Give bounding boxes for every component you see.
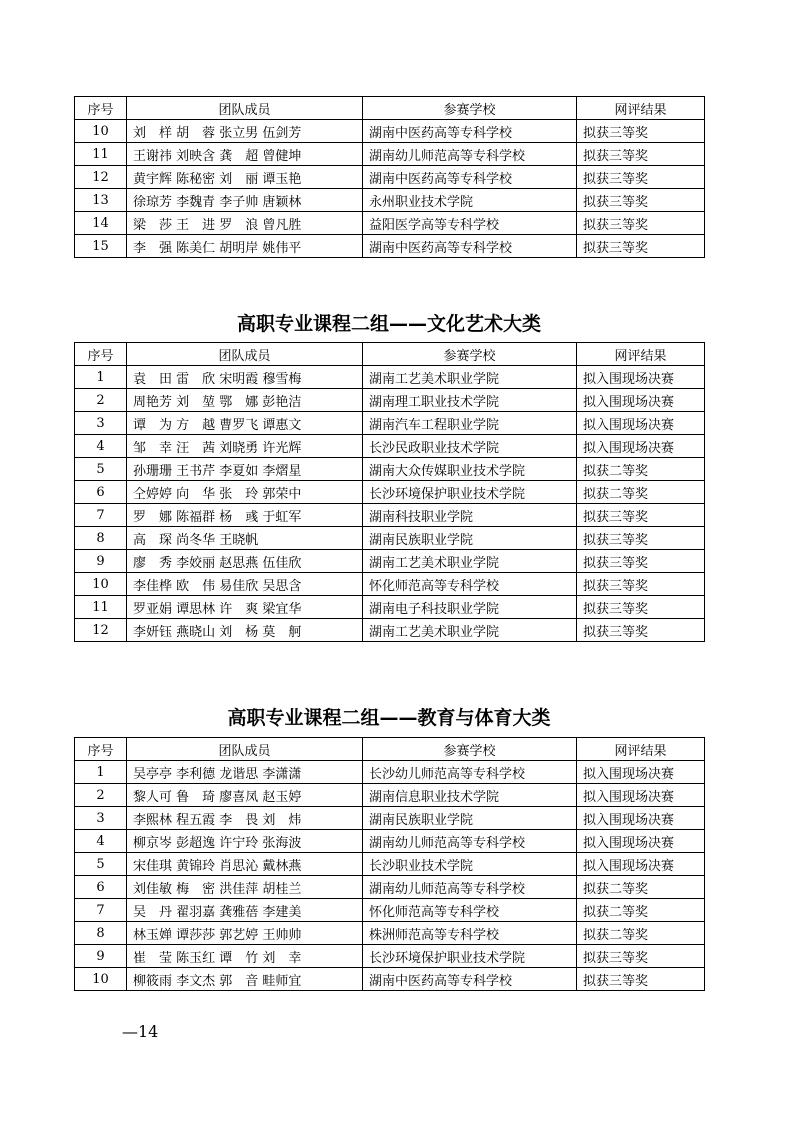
table-row bbox=[75, 830, 705, 853]
table-body bbox=[75, 120, 705, 258]
school-name: 湖南幼儿师范高等专科学校 bbox=[363, 830, 577, 853]
team-members: 柳筱雨 李文杰 郭 音 畦师宜 bbox=[127, 968, 363, 991]
review-result: 拟获三等奖 bbox=[577, 504, 705, 527]
team-members: 黎人可 鲁 琦 廖喜凤 赵玉婷 bbox=[127, 784, 363, 807]
review-result: 拟获三等奖 bbox=[577, 945, 705, 968]
review-result: 拟获三等奖 bbox=[577, 120, 705, 143]
review-result: 拟入围现场决赛 bbox=[577, 412, 705, 435]
team-members: 袁 田 雷 欣 宋明霞 穆雪梅 bbox=[127, 366, 363, 389]
team-members: 仝婷婷 向 华 张 玲 郭荣中 bbox=[127, 481, 363, 504]
table-row bbox=[75, 968, 705, 991]
table-row bbox=[75, 504, 705, 527]
table-row bbox=[75, 945, 705, 968]
section-title-culture-art: 高职专业课程二组——文化艺术大类 bbox=[236, 313, 541, 335]
row-number: 2 bbox=[75, 389, 127, 412]
school-name: 湖南中医药高等专科学校 bbox=[363, 968, 577, 991]
table-header-row bbox=[75, 343, 705, 366]
header-result: 网评结果 bbox=[577, 738, 705, 761]
header-no: 序号 bbox=[75, 738, 127, 761]
row-number: 14 bbox=[75, 212, 127, 235]
row-number: 1 bbox=[75, 761, 127, 784]
team-members: 李 强 陈美仁 胡明岸 姚伟平 bbox=[127, 235, 363, 258]
table-row bbox=[75, 143, 705, 166]
row-number: 12 bbox=[75, 166, 127, 189]
review-result: 拟获二等奖 bbox=[577, 458, 705, 481]
review-result: 拟入围现场决赛 bbox=[577, 761, 705, 784]
school-name: 株洲师范高等专科学校 bbox=[363, 922, 577, 945]
row-number: 1 bbox=[75, 366, 127, 389]
page-number: —14 bbox=[122, 1022, 159, 1041]
table-row bbox=[75, 573, 705, 596]
row-number: 7 bbox=[75, 899, 127, 922]
school-name: 湖南工艺美术职业学院 bbox=[363, 550, 577, 573]
team-members: 罗 娜 陈福群 杨 彧 于虹军 bbox=[127, 504, 363, 527]
header-school: 参赛学校 bbox=[363, 343, 577, 366]
row-number: 10 bbox=[75, 573, 127, 596]
review-result: 拟获三等奖 bbox=[577, 212, 705, 235]
team-members: 高 琛 尚冬华 王晓帆 bbox=[127, 527, 363, 550]
table-row bbox=[75, 596, 705, 619]
table-row bbox=[75, 527, 705, 550]
review-result: 拟入围现场决赛 bbox=[577, 389, 705, 412]
table-row bbox=[75, 761, 705, 784]
row-number: 4 bbox=[75, 830, 127, 853]
team-members: 罗亚娟 谭思林 许 爽 梁宜华 bbox=[127, 596, 363, 619]
award-table-culture-art bbox=[74, 342, 705, 642]
row-number: 6 bbox=[75, 481, 127, 504]
table-row bbox=[75, 235, 705, 258]
review-result: 拟获三等奖 bbox=[577, 968, 705, 991]
table-row bbox=[75, 366, 705, 389]
review-result: 拟获三等奖 bbox=[577, 550, 705, 573]
table-row bbox=[75, 166, 705, 189]
table-body bbox=[75, 761, 705, 991]
row-number: 5 bbox=[75, 458, 127, 481]
school-name: 湖南大众传媒职业技术学院 bbox=[363, 458, 577, 481]
award-table-education-sports bbox=[74, 737, 705, 991]
review-result: 拟获三等奖 bbox=[577, 527, 705, 550]
table-row bbox=[75, 619, 705, 642]
row-number: 11 bbox=[75, 596, 127, 619]
header-no: 序号 bbox=[75, 97, 127, 120]
review-result: 拟获二等奖 bbox=[577, 922, 705, 945]
row-number: 5 bbox=[75, 853, 127, 876]
row-number: 11 bbox=[75, 143, 127, 166]
review-result: 拟入围现场决赛 bbox=[577, 435, 705, 458]
review-result: 拟入围现场决赛 bbox=[577, 830, 705, 853]
school-name: 益阳医学高等专科学校 bbox=[363, 212, 577, 235]
team-members: 王谢祎 刘映含 龚 超 曾健坤 bbox=[127, 143, 363, 166]
table-row bbox=[75, 784, 705, 807]
school-name: 湖南民族职业学院 bbox=[363, 807, 577, 830]
row-number: 9 bbox=[75, 945, 127, 968]
header-school: 参赛学校 bbox=[363, 97, 577, 120]
table-row bbox=[75, 853, 705, 876]
school-name: 湖南幼儿师范高等专科学校 bbox=[363, 143, 577, 166]
header-result: 网评结果 bbox=[577, 343, 705, 366]
table-row bbox=[75, 481, 705, 504]
table-row bbox=[75, 389, 705, 412]
school-name: 湖南幼儿师范高等专科学校 bbox=[363, 876, 577, 899]
school-name: 湖南信息职业技术学院 bbox=[363, 784, 577, 807]
review-result: 拟获三等奖 bbox=[577, 619, 705, 642]
row-number: 7 bbox=[75, 504, 127, 527]
review-result: 拟获三等奖 bbox=[577, 166, 705, 189]
review-result: 拟获三等奖 bbox=[577, 573, 705, 596]
award-table-continued bbox=[74, 96, 705, 258]
school-name: 湖南中医药高等专科学校 bbox=[363, 166, 577, 189]
team-members: 梁 莎 王 进 罗 浪 曾凡胜 bbox=[127, 212, 363, 235]
row-number: 8 bbox=[75, 527, 127, 550]
team-members: 孙珊珊 王书芹 李夏如 李熠星 bbox=[127, 458, 363, 481]
row-number: 2 bbox=[75, 784, 127, 807]
school-name: 湖南工艺美术职业学院 bbox=[363, 366, 577, 389]
school-name: 怀化师范高等专科学校 bbox=[363, 573, 577, 596]
school-name: 永州职业技术学院 bbox=[363, 189, 577, 212]
team-members: 黄宇辉 陈秘密 刘 丽 谭玉艳 bbox=[127, 166, 363, 189]
team-members: 谭 为 方 越 曹罗飞 谭惠文 bbox=[127, 412, 363, 435]
section-title-education-sports: 高职专业课程二组——教育与体育大类 bbox=[227, 707, 551, 729]
header-members: 团队成员 bbox=[127, 738, 363, 761]
team-members: 宋佳琪 黄锦玲 肖思沁 戴林燕 bbox=[127, 853, 363, 876]
school-name: 湖南汽车工程职业学院 bbox=[363, 412, 577, 435]
header-members: 团队成员 bbox=[127, 97, 363, 120]
row-number: 3 bbox=[75, 412, 127, 435]
header-members: 团队成员 bbox=[127, 343, 363, 366]
table-header-row bbox=[75, 738, 705, 761]
review-result: 拟入围现场决赛 bbox=[577, 853, 705, 876]
review-result: 拟入围现场决赛 bbox=[577, 807, 705, 830]
team-members: 吴 丹 翟羽嘉 龚雅蓓 李建美 bbox=[127, 899, 363, 922]
review-result: 拟获三等奖 bbox=[577, 143, 705, 166]
school-name: 湖南科技职业学院 bbox=[363, 504, 577, 527]
review-result: 拟入围现场决赛 bbox=[577, 366, 705, 389]
header-no: 序号 bbox=[75, 343, 127, 366]
row-number: 8 bbox=[75, 922, 127, 945]
school-name: 长沙民政职业技术学院 bbox=[363, 435, 577, 458]
row-number: 12 bbox=[75, 619, 127, 642]
school-name: 湖南理工职业技术学院 bbox=[363, 389, 577, 412]
team-members: 吴亭亭 李利德 龙谐思 李潇潇 bbox=[127, 761, 363, 784]
school-name: 湖南工艺美术职业学院 bbox=[363, 619, 577, 642]
table-row bbox=[75, 435, 705, 458]
table-header-row bbox=[75, 97, 705, 120]
table-row bbox=[75, 458, 705, 481]
school-name: 长沙环境保护职业技术学院 bbox=[363, 481, 577, 504]
team-members: 邹 幸 汪 茜 刘晓勇 许光辉 bbox=[127, 435, 363, 458]
table-row bbox=[75, 412, 705, 435]
header-result: 网评结果 bbox=[577, 97, 705, 120]
team-members: 崔 莹 陈玉红 谭 竹 刘 幸 bbox=[127, 945, 363, 968]
school-name: 长沙幼儿师范高等专科学校 bbox=[363, 761, 577, 784]
table-row bbox=[75, 550, 705, 573]
team-members: 李妍钰 燕晓山 刘 杨 莫 舸 bbox=[127, 619, 363, 642]
review-result: 拟获二等奖 bbox=[577, 876, 705, 899]
review-result: 拟获三等奖 bbox=[577, 189, 705, 212]
row-number: 10 bbox=[75, 120, 127, 143]
table-row bbox=[75, 189, 705, 212]
row-number: 15 bbox=[75, 235, 127, 258]
school-name: 湖南电子科技职业学院 bbox=[363, 596, 577, 619]
team-members: 周艳芳 刘 堃 鄂 娜 彭艳洁 bbox=[127, 389, 363, 412]
row-number: 10 bbox=[75, 968, 127, 991]
row-number: 4 bbox=[75, 435, 127, 458]
row-number: 9 bbox=[75, 550, 127, 573]
school-name: 湖南中医药高等专科学校 bbox=[363, 235, 577, 258]
table-row bbox=[75, 212, 705, 235]
team-members: 刘 样 胡 蓉 张立男 伍剑芳 bbox=[127, 120, 363, 143]
row-number: 3 bbox=[75, 807, 127, 830]
review-result: 拟入围现场决赛 bbox=[577, 784, 705, 807]
team-members: 徐琼芳 李魏青 李子帅 唐颖林 bbox=[127, 189, 363, 212]
team-members: 刘佳敏 梅 密 洪佳萍 胡桂兰 bbox=[127, 876, 363, 899]
school-name: 湖南中医药高等专科学校 bbox=[363, 120, 577, 143]
team-members: 廖 秀 李姣丽 赵思燕 伍佳欣 bbox=[127, 550, 363, 573]
header-school: 参赛学校 bbox=[363, 738, 577, 761]
table-row bbox=[75, 922, 705, 945]
table-row bbox=[75, 807, 705, 830]
team-members: 李佳桦 欧 伟 易佳欣 吴思含 bbox=[127, 573, 363, 596]
row-number: 6 bbox=[75, 876, 127, 899]
row-number: 13 bbox=[75, 189, 127, 212]
review-result: 拟获三等奖 bbox=[577, 235, 705, 258]
team-members: 林玉婵 谭莎莎 郭艺婷 王帅帅 bbox=[127, 922, 363, 945]
table-row bbox=[75, 120, 705, 143]
school-name: 长沙环境保护职业技术学院 bbox=[363, 945, 577, 968]
team-members: 李熙林 程五霞 李 畏 刘 炜 bbox=[127, 807, 363, 830]
team-members: 柳京岑 彭超逸 许宁玲 张海波 bbox=[127, 830, 363, 853]
school-name: 长沙职业技术学院 bbox=[363, 853, 577, 876]
review-result: 拟获二等奖 bbox=[577, 481, 705, 504]
school-name: 怀化师范高等专科学校 bbox=[363, 899, 577, 922]
school-name: 湖南民族职业学院 bbox=[363, 527, 577, 550]
table-body bbox=[75, 366, 705, 642]
table-row bbox=[75, 876, 705, 899]
review-result: 拟获二等奖 bbox=[577, 899, 705, 922]
table-row bbox=[75, 899, 705, 922]
review-result: 拟获三等奖 bbox=[577, 596, 705, 619]
